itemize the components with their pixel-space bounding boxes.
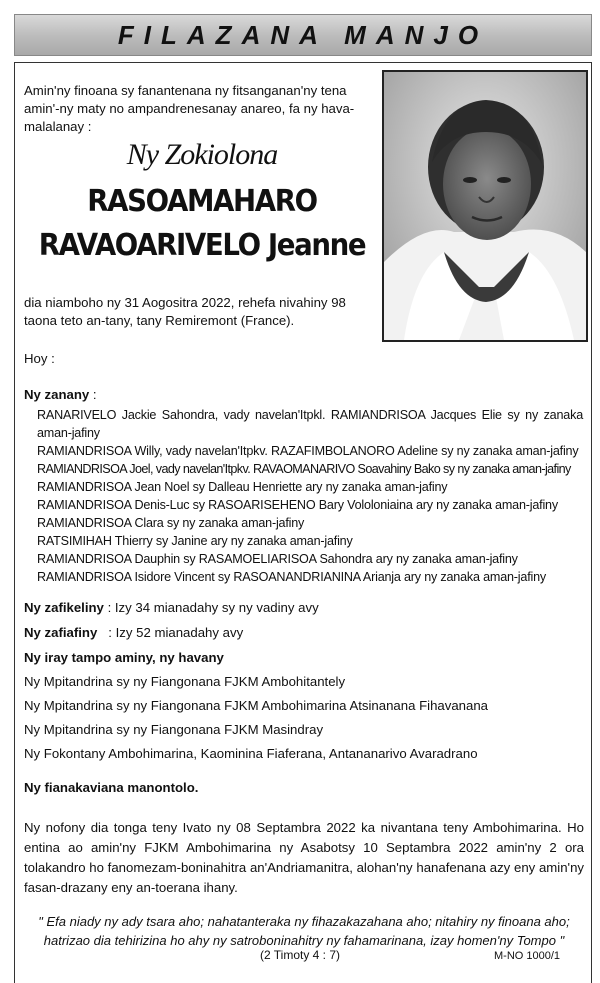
notice-code: M-NO 1000/1: [494, 950, 561, 962]
family-closing: Ny fianakaviana manontolo.: [24, 780, 199, 795]
children-heading-label: Ny zanany: [24, 387, 90, 402]
list-item: RAMIANDRISOA Denis-Luc sy RASOARISEHENO Bary Vololoniaina ary ny zanaka aman-jafiny: [37, 498, 558, 512]
honorific: Ny Zokiolona: [126, 138, 278, 171]
intro-text: Amin'ny finoana sy fanantenana ny fitsanganan'ny tena amin'-ny maty no ampandrenesanay anareo, fa ny hava-malalanay :: [24, 83, 355, 134]
list-item: RAMIANDRISOA Dauphin sy RASAMOELIARISOA Sahondra ary ny zanaka aman-jafiny: [37, 552, 518, 566]
list-item: RAMIANDRISOA Willy, vady navelan'Itpkv. RAZAFIMBOLANORO Adeline sy ny zanaka aman-jafiny: [37, 444, 579, 458]
great-grandchildren-line: [24, 625, 584, 640]
grandchildren-label: Ny zafikeliny: [24, 600, 104, 615]
grandchildren-line: [24, 600, 584, 615]
list-item: RAMIANDRISOA Clara sy ny zanaka aman-jafiny: [37, 516, 305, 530]
list-item: RAMIANDRISOA Isidore Vincent sy RASOANANDRIANINA Arianja ary ny zanaka aman-jafiny: [37, 570, 547, 584]
bible-quote: " Efa niady ny ady tsara aho; nahatanteraka ny fihazakazahana aho; nitahiry ny finoana aho; hatrizao dia tehirizina ho ahy ny satroboninahitry ny fahamarinana, izay homen'ny Tompo ": [38, 914, 570, 948]
deceased-name-line2: RAVAOARIVELO Jeanne: [38, 228, 366, 263]
list-item: Ny Fokontany Ambohimarina, Kaominina Fiaferana, Antananarivo Avaradrano: [24, 746, 478, 761]
children-list: [37, 406, 583, 586]
list-item: RAMIANDRISOA Jean Noel sy Dalleau Henriette ary ny zanaka aman-jafiny: [37, 480, 448, 494]
great-grandchildren-text: : Izy 52 mianadahy avy: [97, 625, 244, 640]
funeral-details: Ny nofony dia tonga teny Ivato ny 08 Septambra 2022 ka nivantana teny Ambohimarina. Ho entina ao amin'ny FJKM Ambohimarina ny Asabotsy 10 Septambra 2022 amin'ny 2 ora tolakandro ho fanomezam-boninahitra an'Andriamanitra, alohan'ny hanafenana azy eny amin'ny fasan-drazany eny an-toerana ihany.: [24, 820, 584, 895]
relatives-heading: Ny iray tampo aminy, ny havany: [24, 650, 224, 665]
deceased-name-line1: RASOAMAHARO: [87, 184, 317, 219]
children-heading-sep: :: [89, 387, 97, 402]
deceased-photo: [382, 70, 588, 342]
list-item: Ny Mpitandrina sy ny Fiangonana FJKM Masindray: [24, 722, 324, 737]
list-item: RAMIANDRISOA Joel, vady navelan'Itpkv. RAVAOMANARIVO Soavahiny Bako sy ny zanaka aman-jafiny: [37, 462, 571, 476]
list-item: RATSIMIHAH Thierry sy Janine ary ny zanaka aman-jafiny: [37, 534, 353, 548]
portrait-image: [384, 72, 586, 340]
hoy-label: Hoy :: [24, 351, 55, 366]
death-notice: dia niamboho ny 31 Aogositra 2022, rehefa nivahiny 98 taona teto an-tany, tany Remiremont (France).: [24, 295, 346, 328]
children-heading: [24, 386, 582, 404]
list-item: Ny Mpitandrina sy ny Fiangonana FJKM Ambohimarina Atsinanana Fihavanana: [24, 698, 489, 713]
list-item: Ny Mpitandrina sy ny Fiangonana FJKM Ambohitantely: [24, 674, 346, 689]
quote-reference: (2 Timoty 4 : 7): [260, 948, 341, 962]
notice-banner: [14, 14, 592, 56]
banner-title: FILAZANA MANJO: [117, 19, 489, 50]
list-item: RANARIVELO Jackie Sahondra, vady navelan'Itpkl. RAMIANDRISOA Jacques Elie sy ny zanaka aman-jafiny: [37, 408, 583, 440]
great-grandchildren-label: Ny zafiafiny: [24, 625, 98, 640]
grandchildren-text: : Izy 34 mianadahy sy ny vadiny avy: [103, 600, 319, 615]
